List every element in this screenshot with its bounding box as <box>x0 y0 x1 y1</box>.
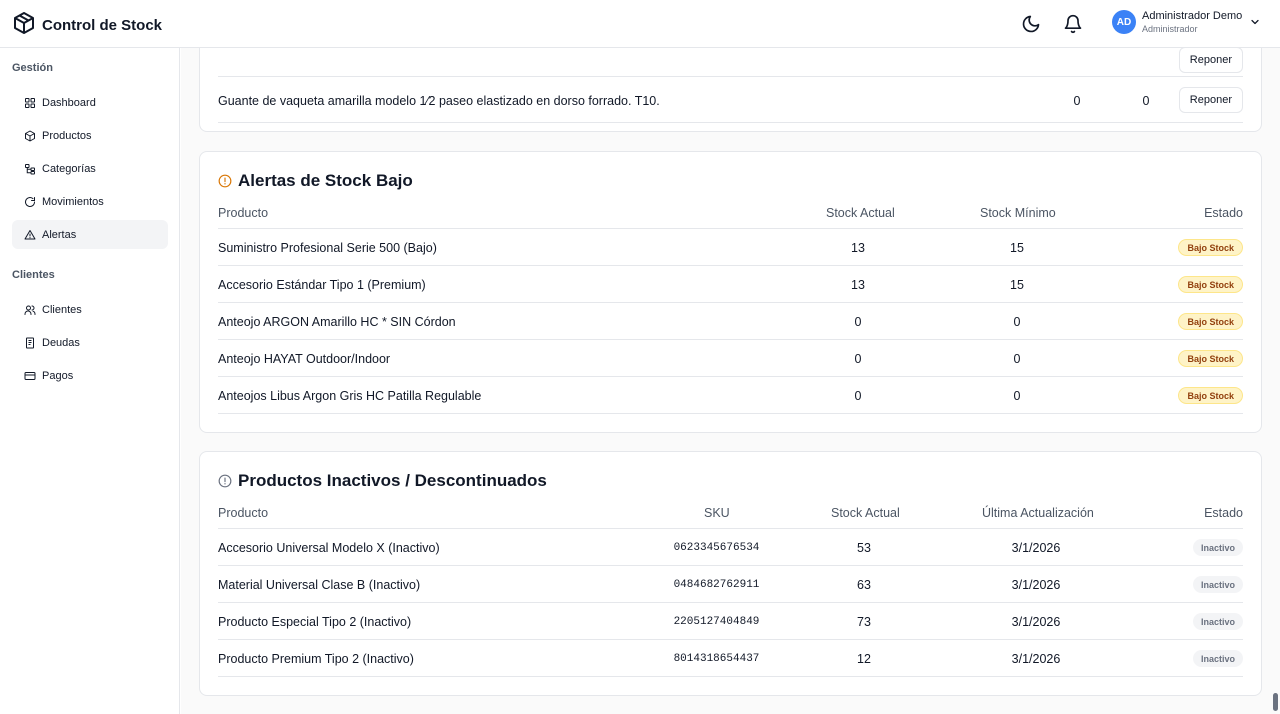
status-badge: Inactivo <box>1193 576 1243 593</box>
avatar: AD <box>1112 10 1136 34</box>
stock-actual: 12 <box>857 651 871 666</box>
box-icon <box>24 130 36 142</box>
col-header-ultima-actualizacion: Última Actualización <box>982 506 1094 520</box>
low-stock-title: Alertas de Stock Bajo <box>238 171 413 190</box>
sidebar <box>0 48 180 714</box>
status-badge: Inactivo <box>1193 650 1243 667</box>
credit-card-icon <box>24 370 36 382</box>
user-name: Administrador Demo <box>1142 9 1243 22</box>
stock-minimo: 0 <box>1013 388 1021 403</box>
stock-minimo: 15 <box>1010 277 1024 292</box>
col-header-producto: Producto <box>218 206 269 220</box>
product-name: Anteojos Libus Argon Gris HC Patilla Regulable <box>218 388 482 403</box>
reponer-button[interactable]: Reponer <box>1179 87 1243 113</box>
brand[interactable] <box>12 11 162 40</box>
dark-mode-toggle-icon[interactable] <box>1021 14 1041 34</box>
sidebar-item-label: Productos <box>42 129 92 142</box>
table-row <box>218 566 1243 603</box>
product-name: Accesorio Estándar Tipo 1 (Premium) <box>218 277 426 292</box>
alert-triangle-icon <box>24 229 36 241</box>
last-update: 3/1/2026 <box>1011 577 1061 592</box>
sidebar-section-clientes: Clientes <box>12 269 55 281</box>
sidebar-section-gestion: Gestión <box>12 62 53 74</box>
stock-actual: 0 <box>854 314 862 329</box>
sidebar-item-deudas[interactable] <box>12 328 168 357</box>
product-name: Producto Premium Tipo 2 (Inactivo) <box>218 651 414 666</box>
low-stock-card <box>199 151 1262 433</box>
sidebar-item-label: Movimientos <box>42 195 104 208</box>
table-row <box>218 303 1243 340</box>
inactive-title: Productos Inactivos / Descontinuados <box>238 471 547 490</box>
alert-circle-icon <box>218 174 232 188</box>
table-row <box>218 229 1243 266</box>
chevron-down-icon <box>1249 16 1261 28</box>
last-update: 3/1/2026 <box>1011 614 1061 629</box>
stock-actual: 63 <box>857 577 871 592</box>
table-row <box>218 603 1243 640</box>
box-logo-icon <box>12 11 36 40</box>
stock-value: 0 <box>1142 93 1150 108</box>
col-header-stock-minimo: Stock Mínimo <box>980 206 1056 220</box>
sidebar-item-label: Deudas <box>42 336 80 349</box>
col-header-sku: SKU <box>704 506 730 520</box>
table-row <box>218 377 1243 414</box>
info-circle-icon <box>218 474 232 488</box>
reponer-button-partial[interactable]: Reponer <box>1179 48 1243 73</box>
status-badge: Inactivo <box>1193 539 1243 556</box>
sidebar-item-label: Dashboard <box>42 96 96 109</box>
sidebar-item-alertas[interactable] <box>12 220 168 249</box>
status-badge: Bajo Stock <box>1178 239 1243 256</box>
product-name: Anteojo HAYAT Outdoor/Indoor <box>218 351 391 366</box>
card-title <box>218 471 547 491</box>
sidebar-item-pagos[interactable] <box>12 361 168 390</box>
status-badge: Bajo Stock <box>1178 313 1243 330</box>
sku: 8014318654437 <box>673 652 760 665</box>
product-name: Guante de vaqueta amarilla modelo 1⁄2 paseo elastizado en dorso forrado. T10. <box>218 93 660 108</box>
sku: 0484682762911 <box>673 578 760 591</box>
sidebar-item-label: Alertas <box>42 228 77 241</box>
grid-icon <box>24 97 36 109</box>
status-badge: Bajo Stock <box>1178 350 1243 367</box>
product-name: Accesorio Universal Modelo X (Inactivo) <box>218 540 440 555</box>
sidebar-item-label: Categorías <box>42 162 96 175</box>
col-header-producto: Producto <box>218 506 269 520</box>
stock-minimo: 15 <box>1010 240 1024 255</box>
status-badge: Bajo Stock <box>1178 387 1243 404</box>
sku: 0623345676534 <box>673 541 760 554</box>
tree-icon <box>24 163 36 175</box>
sidebar-item-clientes[interactable] <box>12 295 168 324</box>
stock-minimo: 0 <box>1013 351 1021 366</box>
sidebar-item-productos[interactable] <box>12 121 168 150</box>
stock-value: 0 <box>1073 93 1081 108</box>
table-row <box>218 340 1243 377</box>
notifications-bell-icon[interactable] <box>1063 14 1083 34</box>
table-row <box>218 640 1243 677</box>
user-menu[interactable] <box>1112 10 1261 34</box>
col-header-stock-actual: Stock Actual <box>826 206 895 220</box>
stock-minimo: 0 <box>1013 314 1021 329</box>
stock-actual: 0 <box>854 388 862 403</box>
last-update: 3/1/2026 <box>1011 540 1061 555</box>
page-scrollbar[interactable] <box>1273 693 1278 711</box>
restock-card <box>199 48 1262 132</box>
main-content <box>181 48 1280 714</box>
sidebar-item-movimientos[interactable] <box>12 187 168 216</box>
user-role: Administrador <box>1142 23 1198 34</box>
inactive-products-card <box>199 451 1262 696</box>
col-header-stock-actual: Stock Actual <box>831 506 900 520</box>
stock-actual: 0 <box>854 351 862 366</box>
status-badge: Inactivo <box>1193 613 1243 630</box>
sidebar-item-label: Pagos <box>42 369 74 382</box>
col-header-estado: Estado <box>1204 506 1243 520</box>
table-row <box>218 266 1243 303</box>
stock-actual: 73 <box>857 614 871 629</box>
col-header-estado: Estado <box>1204 206 1243 220</box>
top-header <box>0 0 1280 48</box>
receipt-icon <box>24 337 36 349</box>
app-title: Control de Stock <box>42 17 163 34</box>
status-badge: Bajo Stock <box>1178 276 1243 293</box>
sku: 2205127404849 <box>673 615 760 628</box>
product-name: Anteojo ARGON Amarillo HC * SIN Córdon <box>218 314 456 329</box>
product-name: Suministro Profesional Serie 500 (Bajo) <box>218 240 437 255</box>
table-row <box>218 529 1243 566</box>
users-icon <box>24 304 36 316</box>
table-row <box>218 78 1243 123</box>
stock-actual: 53 <box>857 540 871 555</box>
sidebar-item-dashboard[interactable] <box>12 88 168 117</box>
card-title <box>218 171 413 191</box>
sidebar-item-label: Clientes <box>42 303 82 316</box>
sidebar-item-categorias[interactable] <box>12 154 168 183</box>
stock-actual: 13 <box>851 240 865 255</box>
last-update: 3/1/2026 <box>1011 651 1061 666</box>
table-row-partial <box>218 48 1243 77</box>
stock-actual: 13 <box>851 277 865 292</box>
product-name: Material Universal Clase B (Inactivo) <box>218 577 421 592</box>
refresh-icon <box>24 196 36 208</box>
product-name: Producto Especial Tipo 2 (Inactivo) <box>218 614 412 629</box>
